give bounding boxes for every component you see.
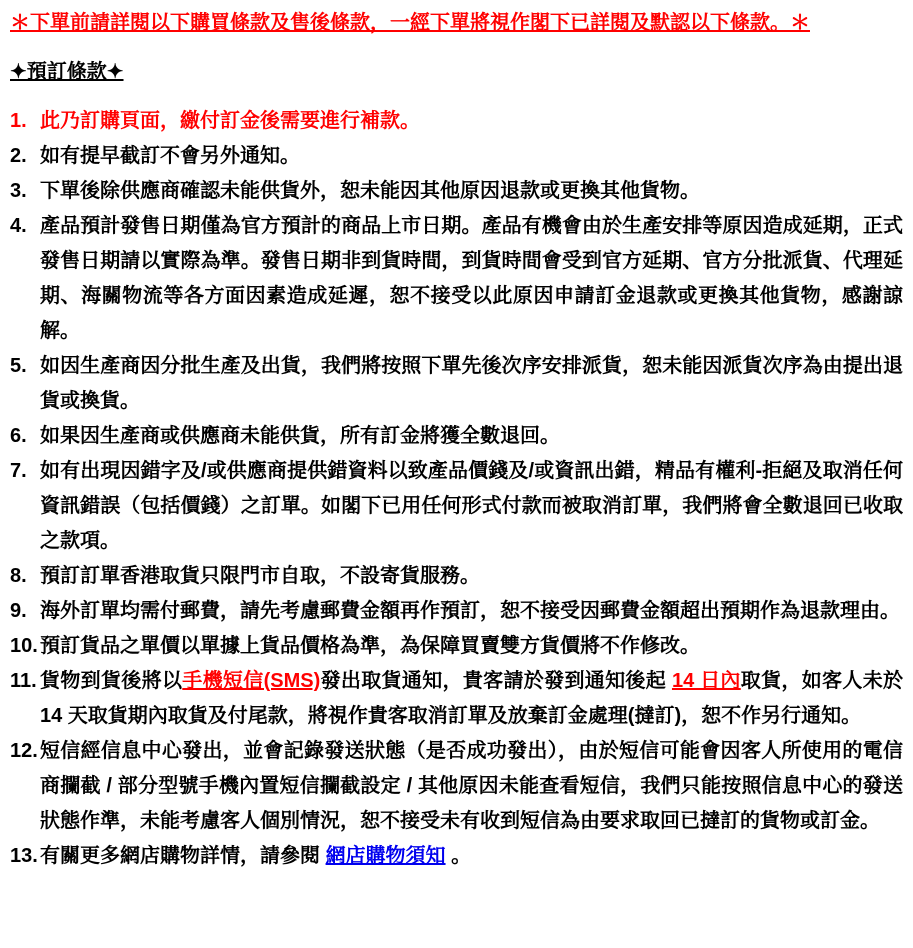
term-segment: 如果因生產商或供應商未能供貨，所有訂金將獲全數退回。 bbox=[40, 425, 560, 447]
term-number: 3. bbox=[10, 180, 27, 202]
term-text bbox=[40, 139, 903, 174]
term-number: 11. bbox=[10, 670, 37, 692]
term-text bbox=[40, 839, 903, 874]
term-text bbox=[40, 454, 903, 559]
term-segment: 如因生產商因分批生產及出貨，我們將按照下單先後次序安排派貨，恕未能因派貨次序為由提出退貨或換貨。 bbox=[40, 355, 903, 412]
term-segment: 取貨，如客人未於 14 天取貨期內取貨及付尾款，將視作貴客取消訂單及放棄訂金處理(撻訂)，恕不作另行通知。 bbox=[40, 670, 904, 727]
term-item bbox=[10, 174, 903, 209]
term-item bbox=[10, 419, 903, 454]
term-number: 1. bbox=[10, 110, 27, 132]
term-text bbox=[40, 559, 903, 594]
term-number: 9. bbox=[10, 600, 27, 622]
term-item bbox=[10, 139, 903, 174]
term-text bbox=[40, 629, 903, 664]
term-text bbox=[40, 104, 903, 139]
term-item bbox=[10, 454, 903, 559]
term-segment: 。 bbox=[445, 845, 472, 867]
term-number: 7. bbox=[10, 460, 27, 482]
term-item bbox=[10, 349, 903, 419]
term-text bbox=[40, 419, 903, 454]
term-number: 4. bbox=[10, 215, 27, 237]
term-item bbox=[10, 734, 903, 839]
term-item bbox=[10, 559, 903, 594]
term-item bbox=[10, 629, 903, 664]
term-number: 5. bbox=[10, 355, 27, 377]
shop-notice-link[interactable]: 網店購物須知 bbox=[325, 845, 446, 867]
term-segment: 此乃訂購頁面，繳付訂金後需要進行補款。 bbox=[40, 110, 420, 132]
term-segment: 如有出現因錯字及/或供應商提供錯資料以致產品價錢及/或資訊出錯，精品有權利-拒絕及取消任何資訊錯誤（包括價錢）之訂單。如閣下已用任何形式付款而被取消訂單，我們將會全數退回已收取之款項。 bbox=[40, 460, 903, 552]
term-text bbox=[40, 664, 903, 734]
term-number: 8. bbox=[10, 565, 27, 587]
term-item bbox=[10, 664, 903, 734]
term-text bbox=[40, 734, 903, 839]
term-segment: 預訂訂單香港取貨只限門市自取，不設寄貨服務。 bbox=[40, 565, 480, 587]
sms-highlight: 手機短信(SMS) bbox=[182, 670, 321, 692]
term-number: 10. bbox=[10, 635, 38, 657]
term-text bbox=[40, 174, 903, 209]
pickup-deadline-highlight: 14 日內 bbox=[671, 670, 741, 692]
term-segment: 如有提早截訂不會另外通知。 bbox=[40, 145, 300, 167]
term-number: 6. bbox=[10, 425, 27, 447]
term-number: 2. bbox=[10, 145, 27, 167]
term-item bbox=[10, 209, 903, 349]
term-segment: 發出取貨通知，貴客請於發到通知後起 bbox=[320, 670, 672, 692]
term-segment: 海外訂單均需付郵費，請先考慮郵費金額再作預訂，恕不接受因郵費金額超出預期作為退款理由。 bbox=[40, 600, 900, 622]
term-segment: 預訂貨品之單價以單據上貨品價格為準，為保障買賣雙方貨價將不作修改。 bbox=[40, 635, 700, 657]
term-segment: 短信經信息中心發出，並會記錄發送狀態（是否成功發出），由於短信可能會因客人所使用的電信商攔截 / 部分型號手機內置短信攔截設定 / 其他原因未能查看短信，我們只能按照信息中心的發送狀態作準，未能考慮客人個別情況，恕不接受未有收到短信為由要求取回已撻訂的貨物或訂金。 bbox=[40, 740, 903, 832]
term-item bbox=[10, 594, 903, 629]
term-item bbox=[10, 104, 903, 139]
term-text bbox=[40, 349, 903, 419]
term-item bbox=[10, 839, 903, 874]
term-segment: 產品預計發售日期僅為官方預計的商品上市日期。產品有機會由於生產安排等原因造成延期，正式發售日期請以實際為準。發售日期非到貨時間，到貨時間會受到官方延期、官方分批派貨、代理延期、海關物流等各方面因素造成延遲，恕不接受以此原因申請訂金退款或更換其他貨物，感謝諒解。 bbox=[40, 215, 903, 342]
term-segment: 有關更多網店購物詳情，請參閱 bbox=[40, 845, 326, 867]
term-segment: 貨物到貨後將以 bbox=[40, 670, 183, 692]
section-header: ✦預訂條款✦ bbox=[10, 61, 124, 83]
term-number: 12. bbox=[10, 740, 38, 762]
term-number: 13. bbox=[10, 845, 38, 867]
page-title: ＊下單前請詳閱以下購買條款及售後條款，一經下單將視作閣下已詳閱及默認以下條款。＊ bbox=[10, 12, 810, 34]
term-segment: 下單後除供應商確認未能供貨外，恕未能因其他原因退款或更換其他貨物。 bbox=[40, 180, 700, 202]
terms-document bbox=[10, 6, 903, 874]
term-text bbox=[40, 594, 903, 629]
term-text bbox=[40, 209, 903, 349]
terms-list bbox=[10, 104, 903, 874]
